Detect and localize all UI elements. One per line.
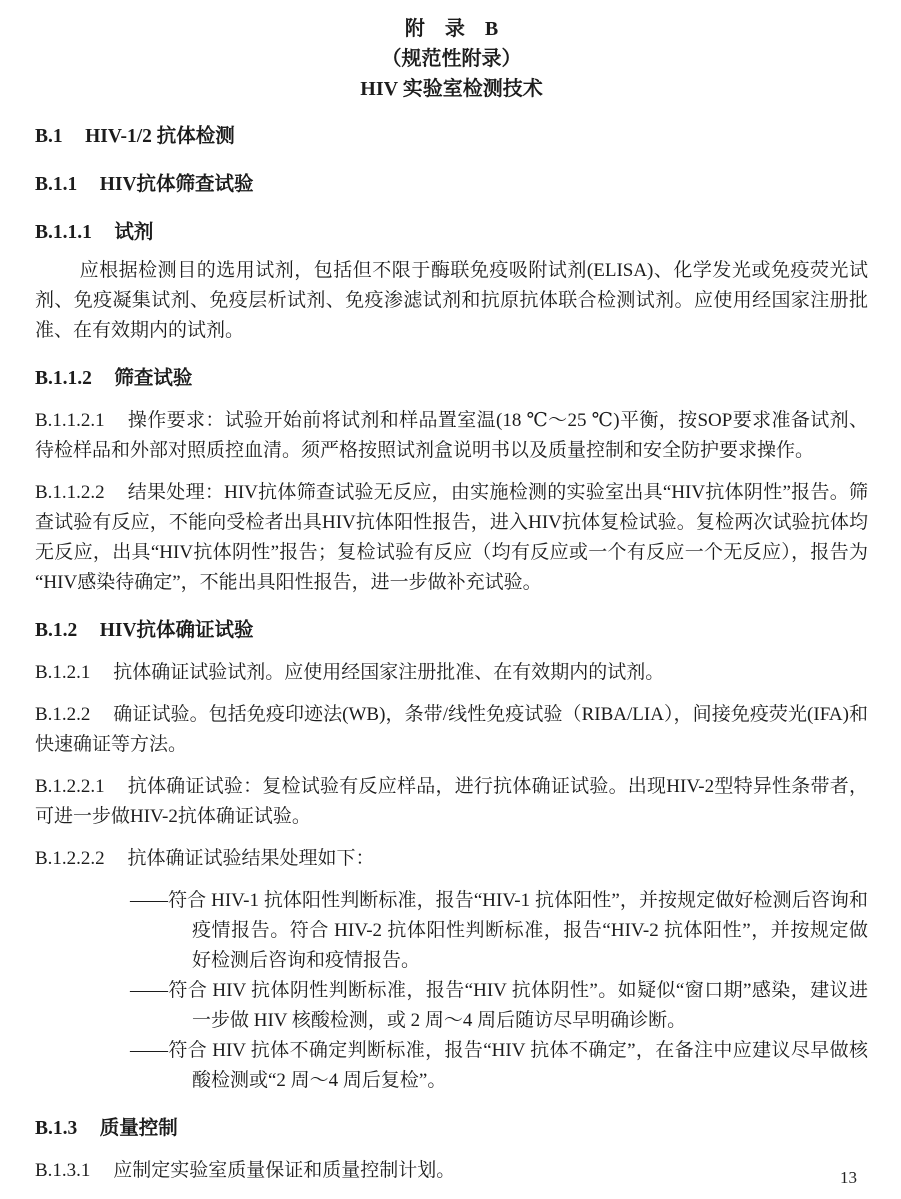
section-title: 质量控制: [99, 1118, 178, 1139]
dash-list-item: [130, 976, 868, 1036]
clause-paragraph: [35, 700, 868, 760]
clause-number: B.1.2.2: [35, 704, 91, 725]
clause-text: 抗体确证试验试剂。应使用经国家注册批准、在有效期内的试剂。: [113, 662, 665, 683]
page-number: 13: [840, 1168, 857, 1187]
section-heading: [35, 170, 868, 200]
section-heading: [35, 218, 868, 248]
clause-number: B.1.3: [35, 1118, 78, 1139]
appendix-subject: HIV 实验室检测技术: [360, 78, 543, 100]
clause-text: 应根据检测目的选用试剂，包括但不限于酶联免疫吸附试剂(ELISA)、化学发光或免疫荧光试剂、免疫凝集试剂、免疫层析试剂、免疫渗滤试剂和抗原抗体联合检测试剂。应使用经国家注册批准、在有效期内的试剂。: [35, 260, 868, 341]
clause-paragraph: [35, 478, 868, 598]
clause-number: B.1.2: [35, 620, 78, 641]
section-heading: [35, 122, 868, 152]
section-heading: [35, 1114, 868, 1144]
clause-paragraph: [35, 1156, 868, 1186]
clause-paragraph: [35, 256, 868, 346]
clause-number: B.1.1: [35, 174, 78, 195]
clause-number: B.1.2.2.1: [35, 776, 105, 797]
section-heading: [35, 364, 868, 394]
clause-paragraph: [35, 406, 868, 466]
clause-text: 应制定实验室质量保证和质量控制计划。: [113, 1160, 456, 1181]
clause-number: B.1.2.2.2: [35, 848, 105, 869]
clause-text: 操作要求：试验开始前将试剂和样品置室温(18 ℃～25 ℃)平衡，按SOP要求准备试剂、待检样品和外部对照质控血清。须严格按照试剂盒说明书以及质量控制和安全防护要求操作。: [35, 410, 868, 461]
clause-text: ——符合 HIV-1 抗体阳性判断标准，报告“HIV-1 抗体阳性”，并按规定做好检测后咨询和疫情报告。符合 HIV-2 抗体阳性判断标准，报告“HIV-2 抗体阳性”，并按规定做好检测后咨询和疫情报告。: [130, 890, 868, 971]
clause-paragraph: [35, 844, 868, 874]
document-body: [35, 122, 868, 1186]
clause-text: 抗体确证试验：复检试验有反应样品，进行抗体确证试验。出现HIV-2型特异性条带者，可进一步做HIV-2抗体确证试验。: [35, 776, 868, 827]
clause-number: B.1.1.2: [35, 368, 92, 389]
clause-text: 结果处理：HIV抗体筛查试验无反应，由实施检测的实验室出具“HIV抗体阴性”报告。筛查试验有反应，不能向受检者出具HIV抗体阳性报告，进入HIV抗体复检试验。复检两次试验抗体均无反应，出具“HIV抗体阴性”报告；复检试验有反应（均有反应或一个有反应一个无反应），报告为“HIV感染待确定”，不能出具阳性报告，进一步做补充试验。: [35, 482, 868, 593]
clause-paragraph: [35, 772, 868, 832]
section-title: 试剂: [114, 222, 154, 243]
clause-number: B.1.2.1: [35, 662, 91, 683]
clause-number: B.1: [35, 126, 63, 147]
dash-list-item: [130, 886, 868, 976]
clause-text: 抗体确证试验结果处理如下：: [127, 848, 375, 869]
clause-text: ——符合 HIV 抗体不确定判断标准，报告“HIV 抗体不确定”，在备注中应建议尽早做核酸检测或“2 周～4 周后复检”。: [130, 1040, 868, 1091]
appendix-type: （规范性附录）: [381, 48, 522, 70]
section-title: 筛查试验: [114, 368, 193, 389]
clause-paragraph: [35, 658, 868, 688]
clause-text: 确证试验。包括免疫印迹法(WB)，条带/线性免疫试验（RIBA/LIA），间接免疫荧光(IFA)和快速确证等方法。: [35, 704, 868, 755]
clause-number: B.1.1.2.1: [35, 410, 105, 431]
clause-number: B.1.1.1: [35, 222, 92, 243]
section-heading: [35, 616, 868, 646]
clause-number: B.1.1.2.2: [35, 482, 105, 503]
clause-number: B.1.3.1: [35, 1160, 91, 1181]
clause-text: ——符合 HIV 抗体阴性判断标准，报告“HIV 抗体阴性”。如疑似“窗口期”感染，建议进一步做 HIV 核酸检测，或 2 周～4 周后随访尽早明确诊断。: [130, 980, 868, 1031]
section-title: HIV-1/2 抗体检测: [85, 126, 235, 147]
dash-list-item: [130, 1036, 868, 1096]
appendix-title: 附 录 B: [404, 18, 499, 40]
document-header: [35, 14, 868, 104]
section-title: HIV抗体确证试验: [99, 620, 254, 641]
section-title: HIV抗体筛查试验: [99, 174, 254, 195]
